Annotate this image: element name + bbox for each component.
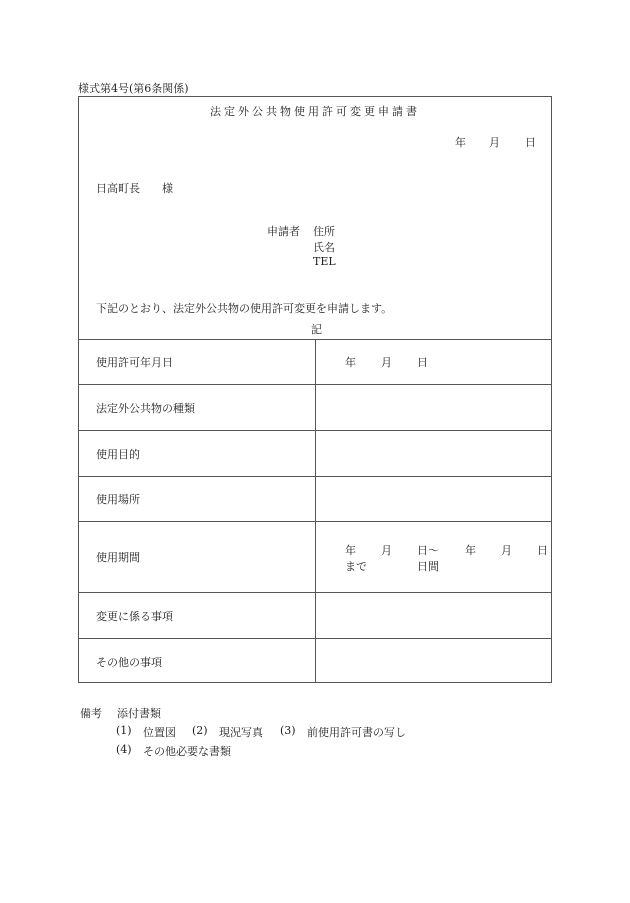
applicant-address-label: 住所 bbox=[313, 225, 335, 238]
period-days: 日間 bbox=[417, 560, 439, 573]
period-start-day: 日～ bbox=[417, 544, 439, 557]
note-item: 現況写真 bbox=[219, 726, 263, 739]
period-end-year: 年 bbox=[465, 544, 476, 557]
permit-date-month: 月 bbox=[381, 356, 392, 369]
row-label-type: 法定外公共物の種類 bbox=[96, 402, 195, 415]
date-day: 日 bbox=[525, 136, 536, 149]
column-divider bbox=[315, 339, 316, 682]
note-number: (4) bbox=[116, 743, 132, 756]
addressee: 日高町長 様 bbox=[96, 182, 173, 195]
row-label-location: 使用場所 bbox=[96, 493, 140, 506]
note-number: (2) bbox=[192, 724, 208, 737]
row-label-other: その他の事項 bbox=[96, 656, 162, 669]
note-item: その他必要な書類 bbox=[143, 745, 231, 758]
date-month: 月 bbox=[489, 136, 500, 149]
statement: 下記のとおり、法定外公共物の使用許可変更を申請します。 bbox=[96, 302, 393, 315]
note-item: 位置図 bbox=[143, 726, 176, 739]
form-number: 様式第4号(第6条関係) bbox=[78, 82, 189, 95]
period-made: まで bbox=[345, 560, 367, 573]
row-label-permit-date: 使用許可年月日 bbox=[96, 356, 173, 369]
applicant-tel-label: TEL bbox=[313, 255, 336, 268]
period-start-year: 年 bbox=[345, 544, 356, 557]
row-label-change: 変更に係る事項 bbox=[96, 610, 173, 623]
date-year: 年 bbox=[455, 136, 466, 149]
note-number: (3) bbox=[280, 724, 296, 737]
period-start-month: 月 bbox=[381, 544, 392, 557]
notes-heading: 添付書類 bbox=[117, 707, 161, 720]
form-title: 法定外公共物使用許可変更申請書 bbox=[210, 105, 420, 118]
period-end-month: 月 bbox=[501, 544, 512, 557]
note-number: (1) bbox=[116, 724, 132, 737]
applicant-name-label: 氏名 bbox=[313, 241, 335, 254]
period-end-day: 日 bbox=[537, 544, 548, 557]
permit-date-year: 年 bbox=[345, 356, 356, 369]
permit-date-day: 日 bbox=[417, 356, 428, 369]
application-form-frame bbox=[78, 96, 552, 683]
row-label-purpose: 使用目的 bbox=[96, 448, 140, 461]
notes-label: 備考 bbox=[80, 707, 102, 720]
note-item: 前使用許可書の写し bbox=[307, 726, 406, 739]
row-label-period: 使用期間 bbox=[96, 551, 140, 564]
applicant-label: 申請者 bbox=[267, 225, 300, 238]
ki-mark: 記 bbox=[311, 323, 322, 336]
